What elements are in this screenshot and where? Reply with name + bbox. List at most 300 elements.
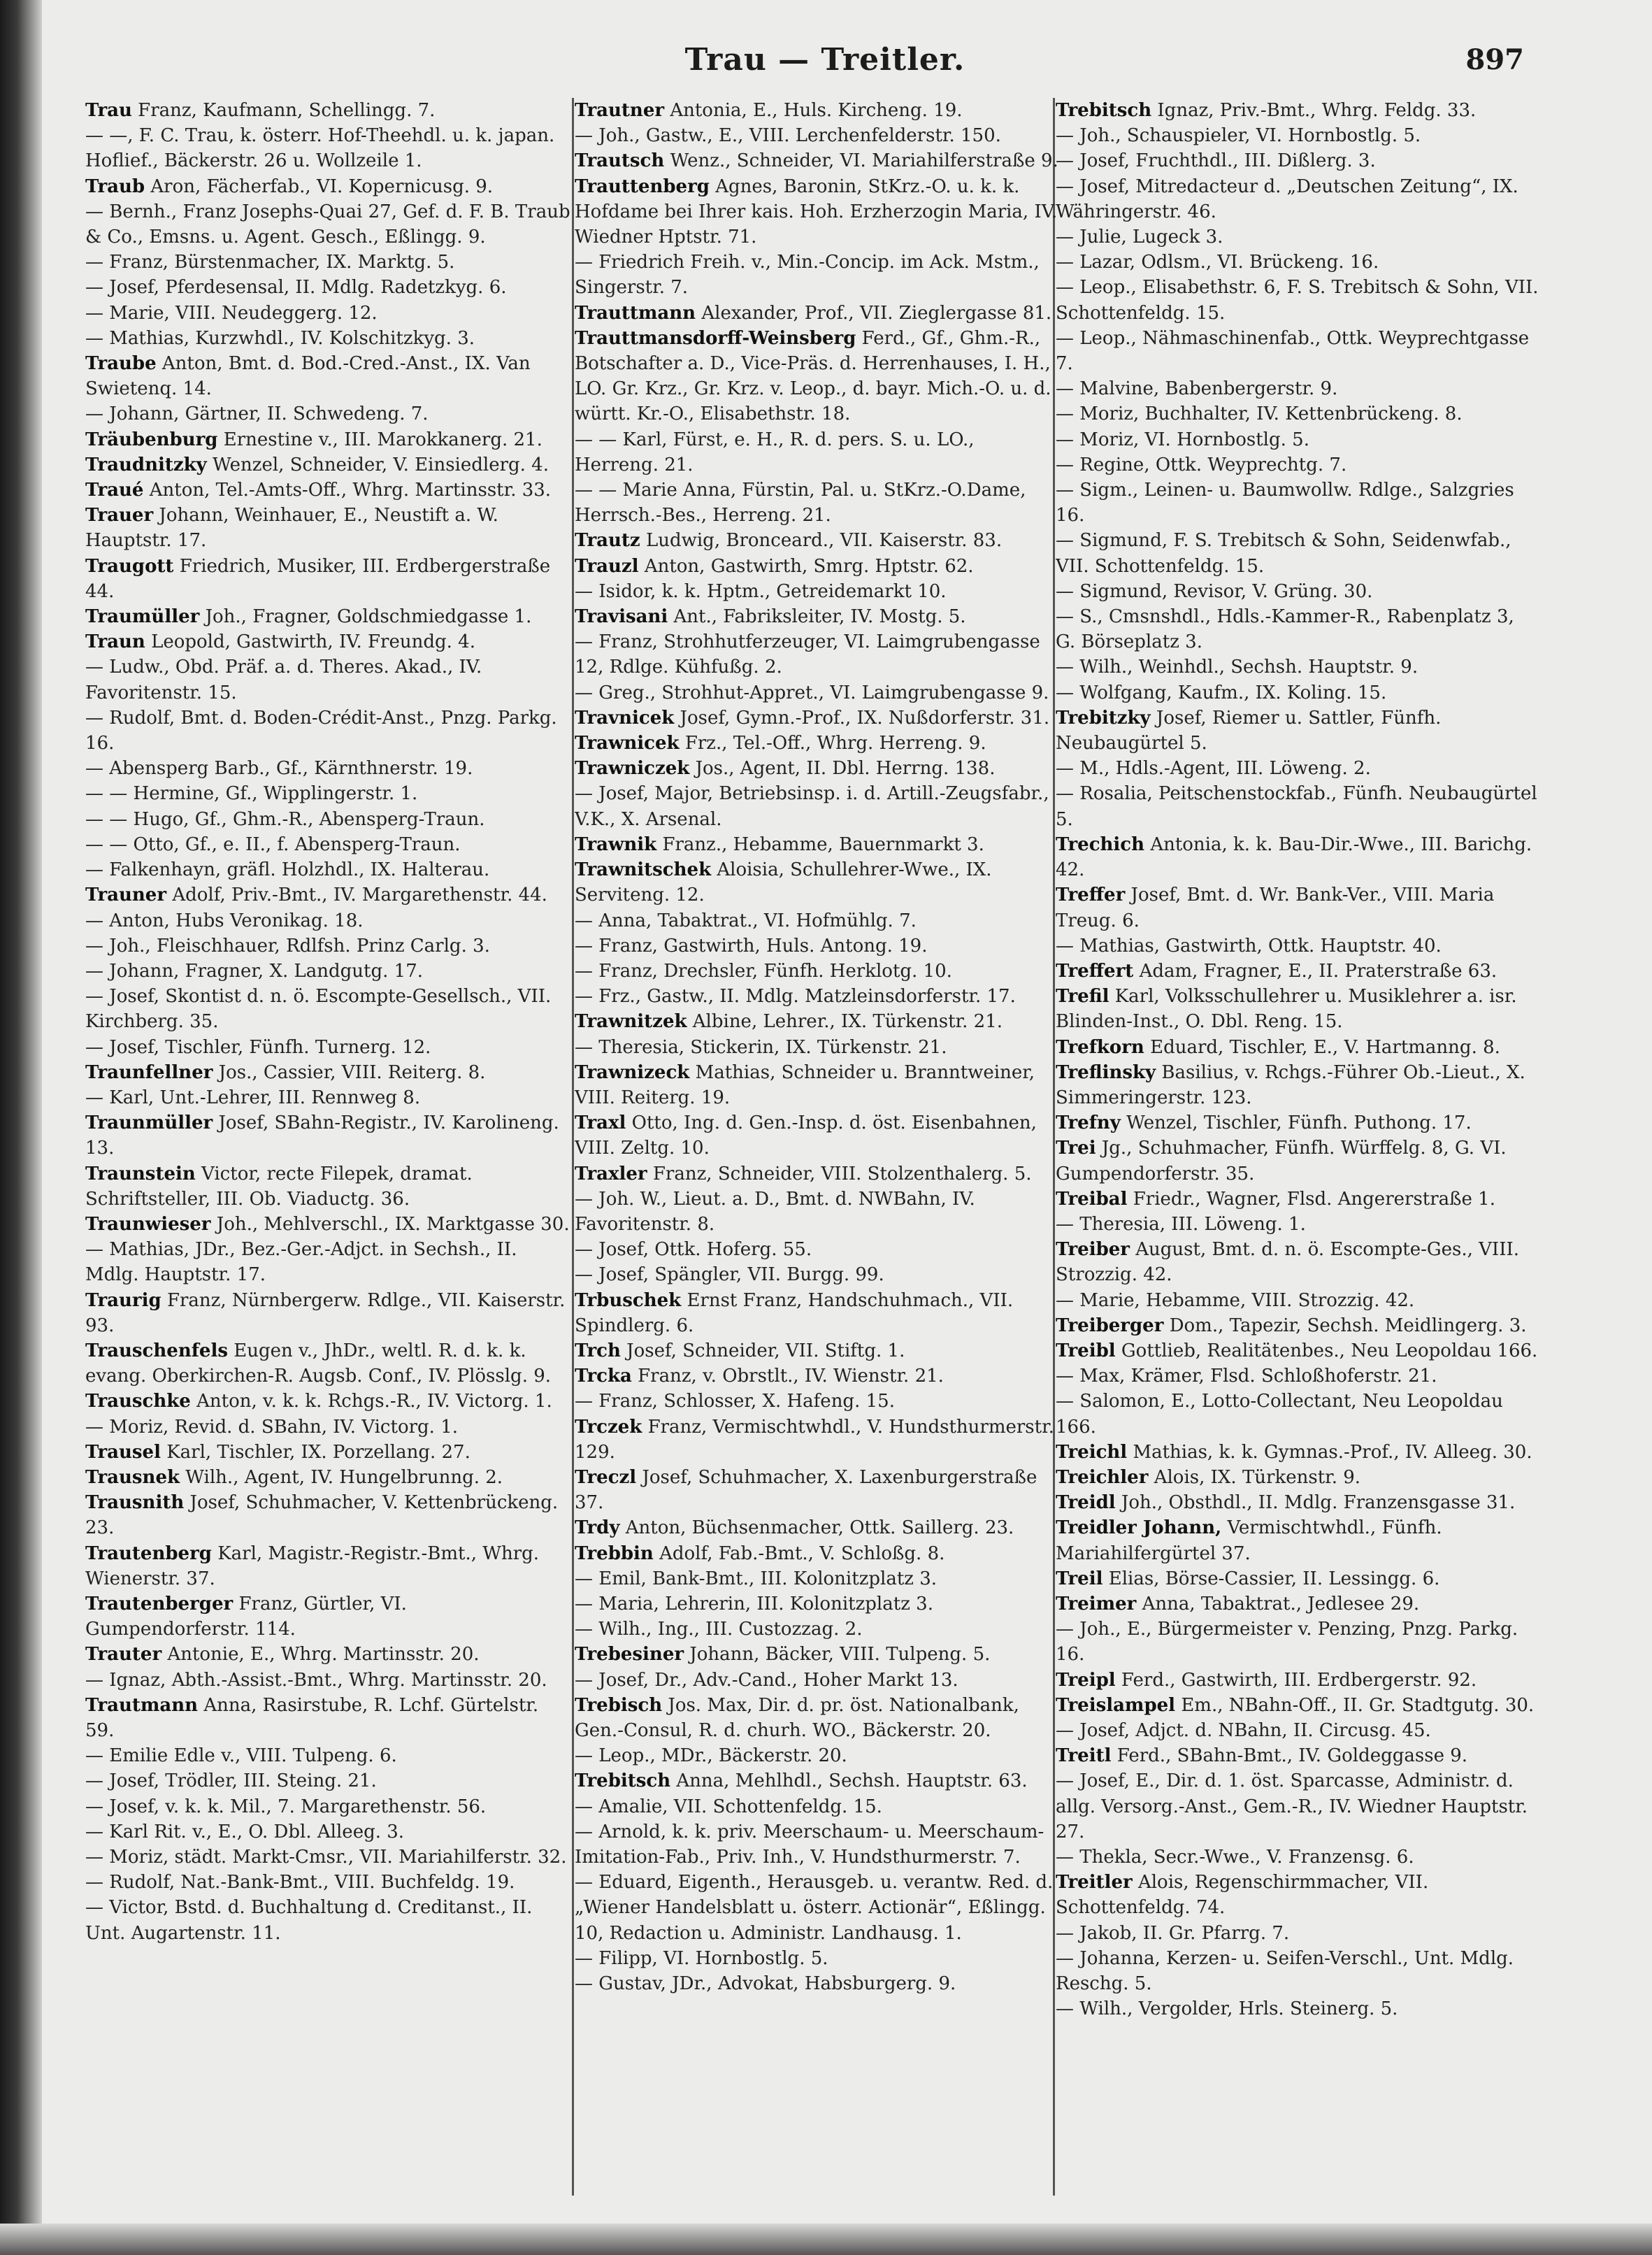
entry-details: Alois, IX. Türkenstr. 9. xyxy=(1154,1466,1361,1488)
entry-details: Ferd., Gf., Ghm.-R., Botschafter a. D., Vice-Präs. d. Herrenhauses, I. H., LO. Gr. Krz., Gr. Krz. v. Leop., d. bayr. Mich.-O. u. d. württ. Kr.-O., Elisabethstr. 18. xyxy=(575,327,1051,425)
entry-details: Josef, SBahn-Registr., IV. Karolineng. 13. xyxy=(85,1112,559,1159)
entry-details: Elias, Börse-Cassier, II. Lessingg. 6. xyxy=(1108,1568,1440,1589)
entry-surname: Trawnitzek xyxy=(575,1011,687,1033)
directory-entry xyxy=(85,1794,572,1819)
directory-entry xyxy=(1056,1845,1539,1870)
entry-surname: Trauttmann xyxy=(575,302,696,324)
entry-details: — — Hugo, Gf., Ghm.-R., Abensperg-Traun. xyxy=(85,808,485,830)
directory-entry xyxy=(575,731,1058,756)
directory-entry xyxy=(85,1591,572,1642)
directory-entry xyxy=(1056,1591,1539,1617)
entry-surname: Treibal xyxy=(1056,1188,1128,1210)
directory-entry xyxy=(1056,756,1539,781)
directory-entry xyxy=(575,1389,1058,1414)
entry-details: — Mathias, Kurzwhdl., IV. Kolschitzkyg. 3. xyxy=(85,327,475,349)
entry-details: Ignaz, Priv.-Bmt., Whrg. Feldg. 33. xyxy=(1157,100,1477,121)
entry-details: — Josef, v. k. k. Mil., 7. Margarethenstr. 56. xyxy=(85,1796,487,1817)
entry-details: Em., NBahn-Off., II. Gr. Stadtgutg. 30. xyxy=(1181,1694,1535,1716)
directory-entry xyxy=(85,1389,572,1414)
directory-entry xyxy=(1056,123,1539,148)
entry-details: — Franz, Gastwirth, Huls. Antong. 19. xyxy=(575,935,928,957)
directory-entry xyxy=(575,250,1058,300)
entry-details: Ferd., SBahn-Bmt., IV. Goldeggasse 9. xyxy=(1116,1745,1468,1767)
directory-entry xyxy=(575,554,1058,579)
entry-details: — Franz, Strohhutferzeuger, VI. Laimgrubengasse 12, Rdlge. Kühfußg. 2. xyxy=(575,631,1040,678)
entry-surname: Traudnitzky xyxy=(85,454,207,475)
directory-entry xyxy=(1056,1668,1539,1693)
directory-entry xyxy=(575,1870,1058,1946)
directory-entry xyxy=(1056,326,1539,376)
directory-entry xyxy=(575,1237,1058,1262)
entry-details: — Ludw., Obd. Präf. a. d. Theres. Akad., IV. Favoritenstr. 15. xyxy=(85,657,482,703)
directory-entry xyxy=(575,1060,1058,1110)
directory-entry xyxy=(85,1895,572,1945)
directory-entry xyxy=(575,984,1058,1009)
entry-details: Anna, Mehlhdl., Sechsh. Hauptstr. 63. xyxy=(676,1770,1028,1792)
entry-details: — —, F. C. Trau, k. österr. Hof-Theehdl. u. k. japan. Hoflief., Bäckerstr. 26 u. Wollzeile 1. xyxy=(85,125,555,172)
directory-entry xyxy=(575,832,1058,857)
entry-details: — Franz, Drechsler, Fünfh. Herklotg. 10. xyxy=(575,960,952,982)
entry-details: Josef, Schuhmacher, V. Kettenbrückeng. 23. xyxy=(85,1492,559,1539)
entry-details: — Emil, Bank-Bmt., III. Kolonitzplatz 3. xyxy=(575,1568,938,1589)
entry-surname: Treislampel xyxy=(1056,1694,1176,1716)
entry-details: — Sigmund, F. S. Trebitsch & Sohn, Seidenwfab., VII. Schottenfeldg. 15. xyxy=(1056,530,1511,577)
directory-entry xyxy=(1056,148,1539,173)
directory-entry xyxy=(1056,1515,1539,1566)
entry-surname: Trefkorn xyxy=(1056,1036,1144,1058)
entry-surname: Treidl xyxy=(1056,1492,1116,1514)
entry-details: — Karl, Unt.-Lehrer, III. Rennweg 8. xyxy=(85,1087,421,1108)
entry-details: — Leop., Elisabethstr. 6, F. S. Trebitsch & Sohn, VII. Schottenfeldg. 15. xyxy=(1056,277,1539,324)
directory-entry xyxy=(575,1338,1058,1363)
entry-surname: Trautz xyxy=(575,530,640,552)
directory-entry xyxy=(575,629,1058,680)
directory-entry xyxy=(85,1110,572,1161)
directory-entry xyxy=(1056,174,1539,224)
entry-details: Ernestine v., III. Marokkanerg. 21. xyxy=(223,429,543,450)
entry-surname: Trefil xyxy=(1056,986,1109,1008)
entry-details: Victor, recte Filepek, dramat. Schriftsteller, III. Ob. Viaductg. 36. xyxy=(85,1163,473,1210)
directory-entry xyxy=(1056,1490,1539,1515)
entry-surname: Traurig xyxy=(85,1289,161,1311)
directory-entry xyxy=(1056,1440,1539,1465)
entry-details: Gottlieb, Realitätenbes., Neu Leopoldau 166. xyxy=(1121,1340,1538,1361)
directory-entry xyxy=(1056,1136,1539,1186)
directory-entry xyxy=(85,1845,572,1870)
entry-details: Antonie, E., Whrg. Martinsstr. 20. xyxy=(167,1644,480,1666)
entry-surname: Treil xyxy=(1056,1568,1103,1589)
entry-details: — Isidor, k. k. Hptm., Getreidemarkt 10. xyxy=(575,580,947,602)
entry-details: Johann, Weinhauer, E., Neustift a. W. Hauptstr. 17. xyxy=(85,505,498,552)
directory-entry xyxy=(85,174,572,199)
entry-surname: Treichler xyxy=(1056,1466,1149,1488)
entry-details: Josef, Riemer u. Sattler, Fünfh. Neubaugürtel 5. xyxy=(1056,707,1442,754)
entry-details: Wenzel, Schneider, V. Einsiedlerg. 4. xyxy=(213,454,549,475)
entry-surname: Treffer xyxy=(1056,885,1126,906)
directory-entry xyxy=(1056,1035,1539,1060)
page-number: 897 xyxy=(1465,43,1524,76)
entry-details: Antonia, E., Huls. Kircheng. 19. xyxy=(670,100,963,121)
entry-details: Friedrich, Musiker, III. Erdbergerstraße 44. xyxy=(85,555,551,602)
entry-details: — Thekla, Secr.-Wwe., V. Franzensg. 6. xyxy=(1056,1847,1414,1868)
entry-details: — Joh., E., Bürgermeister v. Penzing, Pnzg. Parkg. 16. xyxy=(1056,1619,1518,1666)
entry-details: Otto, Ing. d. Gen.-Insp. d. öst. Eisenbahnen, VIII. Zeltg. 10. xyxy=(575,1112,1037,1159)
entry-details: Johann, Bäcker, VIII. Tulpeng. 5. xyxy=(689,1644,991,1666)
binding-shadow xyxy=(0,0,42,2255)
entry-surname: Trausnek xyxy=(85,1466,180,1488)
entry-details: Franz, Nürnbergerw. Rdlge., VII. Kaiserstr. 93. xyxy=(85,1289,566,1336)
entry-details: Ludwig, Bronceard., VII. Kaiserstr. 83. xyxy=(645,530,1003,552)
entry-details: — Greg., Strohhut-Appret., VI. Laimgrubengasse 9. xyxy=(575,682,1049,703)
entry-surname: Trautner xyxy=(575,100,665,121)
entry-details: — Wilh., Ing., III. Custozzag. 2. xyxy=(575,1619,863,1640)
entry-details: — Max, Krämer, Flsd. Schloßhoferstr. 21. xyxy=(1056,1366,1437,1387)
directory-entry xyxy=(85,478,572,503)
entry-details: Mathias, Schneider u. Branntweiner, VIII. Reiterg. 19. xyxy=(575,1061,1035,1108)
entry-details: — Franz, Bürstenmacher, IX. Marktg. 5. xyxy=(85,252,455,273)
directory-entry xyxy=(85,1819,572,1845)
entry-surname: Treitler xyxy=(1056,1872,1133,1894)
directory-entry xyxy=(85,1085,572,1110)
directory-entry xyxy=(1056,1946,1539,1996)
directory-entry xyxy=(85,275,572,300)
directory-entry xyxy=(85,199,572,250)
entry-details: — — Hermine, Gf., Wipplingerstr. 1. xyxy=(85,783,418,805)
directory-entry xyxy=(575,1591,1058,1617)
directory-entry xyxy=(1056,1693,1539,1718)
entry-details: Anton, Gastwirth, Smrg. Hptstr. 62. xyxy=(644,555,974,577)
directory-entry xyxy=(85,1440,572,1465)
directory-entry xyxy=(1056,1389,1539,1439)
entry-details: Karl, Tischler, IX. Porzellang. 27. xyxy=(166,1441,471,1463)
entry-details: — Josef, Skontist d. n. ö. Escompte-Gesellsch., VII. Kirchberg. 35. xyxy=(85,986,552,1033)
entry-details: — Arnold, k. k. priv. Meerschaum- u. Meerschaum-Imitation-Fab., Priv. Inh., V. Hundsthurmerstr. 7. xyxy=(575,1821,1044,1868)
entry-details: Adam, Fragner, E., II. Praterstraße 63. xyxy=(1139,960,1497,982)
directory-entry xyxy=(1056,1921,1539,1946)
directory-entry xyxy=(575,1743,1058,1768)
entry-details: — Moriz, VI. Hornbostlg. 5. xyxy=(1056,429,1309,450)
entry-surname: Trebitsch xyxy=(575,1770,671,1792)
entry-details: — Rudolf, Nat.-Bank-Bmt., VIII. Buchfeldg. 19. xyxy=(85,1872,515,1894)
entry-details: — Theresia, Stickerin, IX. Türkenstr. 21. xyxy=(575,1036,947,1058)
entry-surname: Traunwieser xyxy=(85,1213,211,1235)
entry-details: — Anton, Hubs Veronikag. 18. xyxy=(85,910,364,931)
directory-entry xyxy=(85,984,572,1034)
directory-entry xyxy=(85,452,572,478)
directory-entry xyxy=(575,1617,1058,1642)
entry-details: — Jakob, II. Gr. Pfarrg. 7. xyxy=(1056,1922,1290,1944)
directory-entry xyxy=(575,1566,1058,1591)
entry-details: Eduard, Tischler, E., V. Hartmanng. 8. xyxy=(1150,1036,1500,1058)
entry-surname: Trautmann xyxy=(85,1694,199,1716)
directory-entry xyxy=(575,1819,1058,1870)
directory-entry xyxy=(575,98,1058,123)
entry-details: Anton, Tel.-Amts-Off., Whrg. Martinsstr. 33. xyxy=(149,480,552,501)
entry-details: Jos. Max, Dir. d. pr. öst. Nationalbank, Gen.-Consul, R. d. churh. WO., Bäckerstr. 20. xyxy=(575,1694,1019,1741)
directory-entry xyxy=(1056,1743,1539,1768)
entry-details: — Josef, Pferdesensal, II. Mdlg. Radetzkyg. 6. xyxy=(85,277,507,299)
entry-details: — Moriz, städt. Markt-Cmsr., VII. Mariahilferstr. 32. xyxy=(85,1847,567,1868)
directory-entry xyxy=(85,933,572,959)
directory-entry xyxy=(85,604,572,629)
directory-entry xyxy=(1056,1465,1539,1490)
directory-entry xyxy=(1056,250,1539,275)
directory-entry xyxy=(575,1465,1058,1515)
entry-details: — Joh. W., Lieut. a. D., Bmt. d. NWBahn, IV. Favoritenstr. 8. xyxy=(575,1188,975,1235)
entry-details: — Filipp, VI. Hornbostlg. 5. xyxy=(575,1947,828,1969)
entry-details: Anton, Büchsenmacher, Ottk. Saillerg. 23. xyxy=(625,1517,1014,1539)
entry-surname: Traunfellner xyxy=(85,1061,213,1083)
entry-surname: Trawnicek xyxy=(575,733,680,754)
directory-entry xyxy=(85,401,572,427)
directory-entry xyxy=(575,427,1058,478)
entry-details: — Emilie Edle v., VIII. Tulpeng. 6. xyxy=(85,1745,397,1767)
entry-details: Jos., Cassier, VIII. Reiterg. 8. xyxy=(218,1061,486,1083)
entry-details: Antonia, k. k. Bau-Dir.-Wwe., III. Barichg. 42. xyxy=(1056,833,1532,881)
directory-entry xyxy=(85,250,572,275)
entry-details: — Josef, Fruchthdl., III. Dißlerg. 3. xyxy=(1056,150,1376,172)
directory-entry xyxy=(575,604,1058,629)
entry-details: — Amalie, VII. Schottenfeldg. 15. xyxy=(575,1796,882,1817)
entry-surname: Traube xyxy=(85,353,157,375)
directory-entry xyxy=(575,1110,1058,1161)
entry-surname: Trauer xyxy=(85,505,154,527)
directory-entry xyxy=(575,1946,1058,1971)
directory-entry xyxy=(1056,224,1539,250)
entry-surname: Trausnith xyxy=(85,1492,185,1514)
entry-surname: Trdy xyxy=(575,1517,620,1539)
entry-surname: Treczl xyxy=(575,1466,637,1488)
entry-surname: Treipl xyxy=(1056,1669,1116,1691)
entry-surname: Treibl xyxy=(1056,1340,1116,1361)
column-divider xyxy=(572,98,574,2196)
entry-surname: Trauttmansdorff-Weinsberg xyxy=(575,327,856,349)
entry-details: — Josef, Major, Betriebsinsp. i. d. Artill.-Zeugsfabr., V.K., X. Arsenal. xyxy=(575,783,1049,830)
entry-details: Anna, Tabaktrat., Jedlesee 29. xyxy=(1142,1593,1420,1615)
directory-column-3 xyxy=(1056,98,1539,2217)
entry-details: — Johann, Fragner, X. Landgutg. 17. xyxy=(85,960,424,982)
directory-entry xyxy=(85,1768,572,1794)
directory-entry xyxy=(575,857,1058,908)
entry-details: — — Otto, Gf., e. II., f. Abensperg-Traun. xyxy=(85,833,461,855)
directory-entry xyxy=(575,1693,1058,1743)
entry-details: Alois, Regenschirmmacher, VII. Schottenfeldg. 74. xyxy=(1056,1872,1429,1919)
running-title: Trau — Treitler. xyxy=(684,42,965,78)
entry-surname: Träubenburg xyxy=(85,429,218,450)
directory-entry xyxy=(575,1187,1058,1237)
directory-entry xyxy=(1056,832,1539,882)
directory-entry xyxy=(85,1060,572,1085)
directory-entry xyxy=(1056,1996,1539,2021)
entry-details: — Moriz, Buchhalter, IV. Kettenbrückeng. 8. xyxy=(1056,403,1463,425)
directory-entry xyxy=(85,1693,572,1743)
directory-entry xyxy=(575,1668,1058,1693)
entry-surname: Trawnik xyxy=(575,833,657,855)
entry-surname: Trautsch xyxy=(575,150,665,172)
entry-details: — Anna, Tabaktrat., VI. Hofmühlg. 7. xyxy=(575,910,917,931)
entry-details: — Ignaz, Abth.-Assist.-Bmt., Whrg. Martinsstr. 20. xyxy=(85,1669,547,1691)
entry-surname: Trauttenberg xyxy=(575,176,710,197)
entry-details: — Moriz, Revid. d. SBahn, IV. Victorg. 1. xyxy=(85,1416,458,1438)
entry-details: Karl, Volksschullehrer u. Musiklehrer a. isr. Blinden-Inst., O. Dbl. Reng. 15. xyxy=(1056,986,1517,1033)
directory-entry xyxy=(1056,1338,1539,1363)
entry-details: — Gustav, JDr., Advokat, Habsburgerg. 9. xyxy=(575,1973,956,1995)
directory-entry xyxy=(1056,882,1539,933)
entry-details: — Leop., MDr., Bäckerstr. 20. xyxy=(575,1745,847,1767)
entry-details: August, Bmt. d. n. ö. Escompte-Ges., VIII. Strozzig. 42. xyxy=(1056,1239,1520,1286)
entry-surname: Trcka xyxy=(575,1366,632,1387)
entry-details: — Falkenhayn, gräfl. Holzhdl., IX. Halterau. xyxy=(85,859,490,881)
directory-entry xyxy=(575,933,1058,959)
entry-details: — Lazar, Odlsm., VI. Brückeng. 16. xyxy=(1056,252,1379,273)
entry-surname: Trebisch xyxy=(575,1694,663,1716)
directory-entry xyxy=(85,123,572,173)
entry-details: — Marie, VIII. Neudeggerg. 12. xyxy=(85,302,378,324)
entry-surname: Traumüller xyxy=(85,606,200,628)
entry-details: — Julie, Lugeck 3. xyxy=(1056,227,1223,248)
directory-entry xyxy=(575,148,1058,173)
entry-details: Adolf, Fab.-Bmt., V. Schloßg. 8. xyxy=(659,1542,945,1564)
entry-surname: Trautenberger xyxy=(85,1593,234,1615)
directory-entry xyxy=(1056,959,1539,984)
directory-entry xyxy=(85,1465,572,1490)
entry-surname: Trch xyxy=(575,1340,621,1361)
directory-entry xyxy=(1056,1363,1539,1389)
entry-details: — Maria, Lehrerin, III. Kolonitzplatz 3. xyxy=(575,1593,933,1615)
entry-details: — Wolfgang, Kaufm., IX. Koling. 15. xyxy=(1056,682,1387,703)
directory-entry xyxy=(85,503,572,553)
entry-details: Ernst Franz, Handschuhmach., VII. Spindlerg. 6. xyxy=(575,1289,1014,1336)
entry-details: — Abensperg Barb., Gf., Kärnthnerstr. 19. xyxy=(85,758,473,780)
directory-entry xyxy=(1056,1870,1539,1920)
entry-surname: Trausel xyxy=(85,1441,161,1463)
directory-entry xyxy=(575,301,1058,326)
entry-details: Frz., Tel.-Off., Whrg. Herreng. 9. xyxy=(684,733,986,754)
entry-details: — Joh., Fleischhauer, Rdlfsh. Prinz Carlg. 3. xyxy=(85,935,490,957)
entry-surname: Treffert xyxy=(1056,960,1134,982)
directory-entry xyxy=(575,1971,1058,1996)
directory-column-2 xyxy=(575,98,1058,2217)
entry-surname: Trebesiner xyxy=(575,1644,684,1666)
directory-entry xyxy=(575,756,1058,781)
entry-surname: Trau xyxy=(85,100,132,121)
directory-entry xyxy=(85,1288,572,1338)
entry-details: — Victor, Bstd. d. Buchhaltung d. Creditanst., II. Unt. Augartenstr. 11. xyxy=(85,1897,533,1944)
entry-details: Josef, Bmt. d. Wr. Bank-Ver., VIII. Maria Treug. 6. xyxy=(1056,885,1495,931)
directory-entry xyxy=(1056,680,1539,706)
directory-entry xyxy=(575,1035,1058,1060)
directory-entry xyxy=(85,1035,572,1060)
directory-entry xyxy=(575,478,1058,528)
entry-details: — Sigm., Leinen- u. Baumwollw. Rdlge., Salzgries 16. xyxy=(1056,480,1514,527)
entry-details: Franz., Hebamme, Bauernmarkt 3. xyxy=(662,833,984,855)
directory-entry xyxy=(85,807,572,832)
entry-details: Wilh., Agent, IV. Hungelbrunng. 2. xyxy=(185,1466,503,1488)
directory-entry xyxy=(575,1161,1058,1187)
directory-entry xyxy=(85,1212,572,1237)
entry-surname: Trebbin xyxy=(575,1542,654,1564)
entry-surname: Treichl xyxy=(1056,1441,1128,1463)
entry-surname: Trauter xyxy=(85,1644,162,1666)
entry-details: Agnes, Baronin, StKrz.-O. u. k. k. Hofdame bei Ihrer kais. Hoh. Erzherzogin Maria, IV. Wiedner Hptstr. 71. xyxy=(575,176,1058,248)
entry-surname: Travisani xyxy=(575,606,668,628)
entry-details: Jg., Schuhmacher, Fünfh. Würffelg. 8, G. VI. Gumpendorferstr. 35. xyxy=(1056,1138,1507,1184)
directory-entry xyxy=(1056,781,1539,831)
entry-details: — Josef, Tischler, Fünfh. Turnerg. 12. xyxy=(85,1036,431,1058)
directory-entry xyxy=(85,1642,572,1667)
entry-details: Joh., Mehlverschl., IX. Marktgasse 30. xyxy=(216,1213,570,1235)
directory-entry xyxy=(85,1161,572,1212)
entry-details: — Sigmund, Revisor, V. Grüng. 30. xyxy=(1056,580,1373,602)
directory-entry xyxy=(85,1870,572,1895)
entry-details: — Frz., Gastw., II. Mdlg. Matzleinsdorferstr. 17. xyxy=(575,986,1016,1008)
entry-details: — Josef, Ottk. Hoferg. 55. xyxy=(575,1239,812,1261)
directory-entry xyxy=(575,1262,1058,1287)
entry-surname: Treidler Johann, xyxy=(1056,1517,1222,1539)
directory-entry xyxy=(575,1515,1058,1540)
directory-entry xyxy=(575,908,1058,933)
directory-entry xyxy=(575,1642,1058,1667)
directory-entry xyxy=(85,959,572,984)
directory-entry xyxy=(575,706,1058,731)
entry-details: — Malvine, Babenbergerstr. 9. xyxy=(1056,378,1338,400)
entry-details: Anton, Bmt. d. Bod.-Cred.-Anst., IX. Van Swietenq. 14. xyxy=(85,353,531,400)
directory-entry xyxy=(575,174,1058,250)
entry-surname: Trczek xyxy=(575,1416,642,1438)
entry-details: Albine, Lehrer., IX. Türkenstr. 21. xyxy=(692,1011,1003,1033)
entry-details: — Johann, Gärtner, II. Schwedeng. 7. xyxy=(85,403,429,425)
entry-details: — Eduard, Eigenth., Herausgeb. u. verantw. Red. d. „Wiener Handelsblatt u. österr. Actionär“, Eßlingg. 10, Redaction u. Administr. Landhausg. 1. xyxy=(575,1872,1054,1944)
entry-surname: Trawniczek xyxy=(575,758,690,780)
directory-entry xyxy=(1056,654,1539,680)
entry-details: Aloisia, Schullehrer-Wwe., IX. Serviteng. 12. xyxy=(575,859,992,906)
entry-details: Franz, Schneider, VIII. Stolzenthalerg. 5. xyxy=(652,1163,1032,1184)
directory-entry xyxy=(85,1237,572,1287)
entry-details: — M., Hdls.-Agent, III. Löweng. 2. xyxy=(1056,758,1371,780)
directory-entry xyxy=(1056,376,1539,401)
directory-entry xyxy=(85,351,572,401)
directory-entry xyxy=(85,857,572,882)
entry-details: — Leop., Nähmaschinenfab., Ottk. Weyprechtgasse 7. xyxy=(1056,327,1530,375)
entry-surname: Trautenberg xyxy=(85,1542,212,1564)
directory-entry xyxy=(575,781,1058,831)
entry-surname: Traué xyxy=(85,480,144,501)
entry-details: Franz, Kaufmann, Schellingg. 7. xyxy=(138,100,436,121)
directory-entry xyxy=(1056,1288,1539,1313)
entry-details: Josef, Schneider, VII. Stiftg. 1. xyxy=(626,1340,905,1361)
entry-surname: Traxler xyxy=(575,1163,647,1184)
directory-entry xyxy=(575,326,1058,427)
entry-details: — Josef, Adjct. d. NBahn, II. Circusg. 45. xyxy=(1056,1720,1431,1741)
entry-details: Franz, Vermischtwhdl., V. Hundsthurmerstr. 129. xyxy=(575,1416,1054,1463)
entry-details: Joh., Fragner, Goldschmiedgasse 1. xyxy=(205,606,532,628)
page-bottom-edge xyxy=(0,2224,1652,2255)
directory-entry xyxy=(85,781,572,806)
entry-details: Wenz., Schneider, VI. Mariahilferstraße 9. xyxy=(670,150,1058,172)
entry-surname: Trawnitschek xyxy=(575,859,712,881)
directory-entry xyxy=(575,1415,1058,1465)
directory-entry xyxy=(575,1363,1058,1389)
entry-details: — Joh., Schauspieler, VI. Hornbostlg. 5. xyxy=(1056,125,1421,147)
directory-entry xyxy=(85,1338,572,1389)
directory-entry xyxy=(1056,528,1539,578)
directory-entry xyxy=(1056,1237,1539,1287)
directory-entry xyxy=(1056,452,1539,478)
entry-details: — S., Cmsnshdl., Hdls.-Kammer-R., Rabenplatz 3, G. Börseplatz 3. xyxy=(1056,606,1514,653)
directory-entry xyxy=(1056,933,1539,959)
entry-surname: Treflinsky xyxy=(1056,1061,1156,1083)
directory-entry xyxy=(575,1541,1058,1566)
